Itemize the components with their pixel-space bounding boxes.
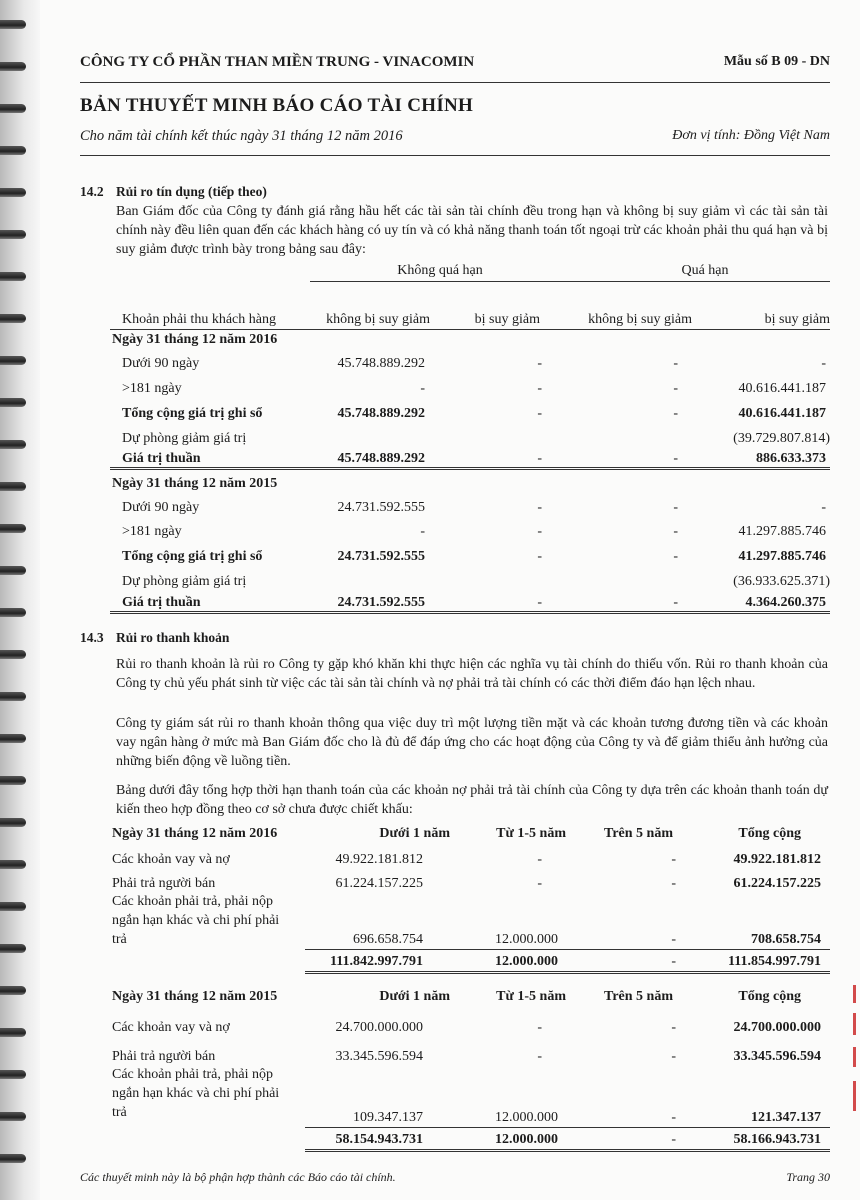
row-value: 12.000.000	[495, 932, 558, 947]
row-value: 24.700.000.000	[733, 1020, 821, 1035]
row-label: ngắn hạn khác và chi phí phải	[112, 913, 280, 928]
binding-ring	[0, 20, 26, 29]
row-value: 49.922.181.812	[335, 852, 423, 867]
footer-note: Các thuyết minh này là bộ phận hợp thành các Báo cáo tài chính.	[80, 1170, 396, 1184]
liquidity-paragraph-3: Bảng dưới đây tổng hợp thời hạn thanh toán của các khoản nợ phải trả tài chính của Công ty dựa trên các khoản thanh toán dự kiến theo hợp đồng theo cơ sở chưa được chiết khấu:	[116, 783, 828, 817]
column-header: Trên 5 năm	[604, 826, 673, 841]
company-name: CÔNG TY CỔ PHẦN THAN MIỀN TRUNG - VINACOMIN	[80, 54, 475, 70]
binding-ring	[0, 272, 26, 281]
form-number: Mẫu số B 09 - DN	[723, 54, 830, 69]
table-subheading: Ngày 31 tháng 12 năm 2015	[112, 989, 278, 1004]
binding-ring	[0, 902, 26, 911]
row-value: -	[671, 1049, 676, 1064]
liquidity-paragraph-1: Rủi ro thanh khoản là rủi ro Công ty gặp khó khăn khi thực hiện các nghĩa vụ tài chính do thiếu vốn. Rủi ro thanh khoản của Công ty chủ yếu phát sinh từ việc các tài sản tài chính và nợ phải trả tài chính có các thời điểm đáo hạn lệch nhau.	[116, 657, 828, 691]
row-label: >181 ngày	[122, 381, 182, 396]
row-value: -	[537, 406, 542, 421]
column-header: bị suy giảm	[764, 312, 830, 327]
binding-ring	[0, 818, 26, 827]
row-value: -	[537, 549, 542, 564]
total-value: 12.000.000	[495, 1132, 558, 1147]
row-value: 24.731.592.555	[337, 500, 425, 515]
table-subheading: Ngày 31 tháng 12 năm 2015	[112, 476, 278, 491]
row-value: -	[537, 1020, 542, 1035]
binding-ring	[0, 1070, 26, 1079]
row-value: -	[537, 524, 542, 539]
row-value: 41.297.885.746	[738, 524, 826, 539]
row-value: -	[673, 524, 678, 539]
row-value: 33.345.596.594	[335, 1049, 423, 1064]
row-value: (39.729.807.814)	[733, 431, 830, 446]
column-header: Dưới 1 năm	[379, 826, 450, 841]
column-header: Khoản phải thu khách hàng	[122, 312, 276, 327]
binding-ring	[0, 314, 26, 323]
row-label: >181 ngày	[122, 524, 182, 539]
row-value: 33.345.596.594	[733, 1049, 821, 1064]
total-value: 58.154.943.731	[335, 1132, 423, 1147]
row-value: -	[537, 356, 542, 371]
binding-ring	[0, 440, 26, 449]
row-label: Các khoản phải trả, phải nộp	[112, 1067, 273, 1082]
binding-ring	[0, 398, 26, 407]
binding-ring	[0, 230, 26, 239]
column-header: Tổng cộng	[738, 989, 801, 1004]
row-value: -	[537, 595, 542, 610]
row-value: 45.748.889.292	[337, 356, 425, 371]
binding-ring	[0, 650, 26, 659]
row-label: Các khoản phải trả, phải nộp	[112, 894, 273, 909]
row-value: (36.933.625.371)	[733, 574, 830, 589]
row-value: -	[537, 500, 542, 515]
binding-ring	[0, 146, 26, 155]
reporting-period: Cho năm tài chính kết thúc ngày 31 tháng 12 năm 2016	[80, 128, 403, 144]
row-value: 708.658.754	[751, 932, 821, 947]
row-value: 109.347.137	[353, 1110, 423, 1125]
table-subheading: Ngày 31 tháng 12 năm 2016	[112, 826, 278, 841]
row-value: 49.922.181.812	[733, 852, 821, 867]
row-value: -	[537, 381, 542, 396]
column-header: Từ 1-5 năm	[496, 989, 566, 1004]
row-value: -	[420, 381, 425, 396]
section-number: 14.3	[80, 630, 104, 645]
liquidity-paragraph-2: Công ty giám sát rủi ro thanh khoản thông qua việc duy trì một lượng tiền mặt và các khoản tương đương tiền và các khoản vay ngân hàng ở mức mà Ban Giám đốc cho là đủ để đáp ứng cho các hoạt động của Công ty và để giảm thiểu ảnh hưởng của những biến động về luồng tiền.	[116, 716, 828, 769]
column-header: Dưới 1 năm	[379, 989, 450, 1004]
row-label: trả	[112, 932, 127, 947]
binding-ring	[0, 860, 26, 869]
table-subheading: Ngày 31 tháng 12 năm 2016	[112, 332, 278, 347]
row-value: -	[673, 595, 678, 610]
total-value: 111.854.997.791	[728, 954, 821, 969]
row-label: Giá trị thuần	[122, 451, 201, 466]
row-value: 886.633.373	[756, 451, 826, 466]
row-value: 121.347.137	[751, 1110, 821, 1125]
row-value: -	[673, 549, 678, 564]
row-value: -	[537, 852, 542, 867]
row-value: -	[537, 451, 542, 466]
double-rule	[305, 1149, 830, 1152]
binding-ring	[0, 1154, 26, 1163]
column-header: Tổng cộng	[738, 826, 801, 841]
row-label: Tổng cộng giá trị ghi sổ	[122, 406, 263, 421]
binding-ring	[0, 1112, 26, 1121]
row-value: -	[671, 876, 676, 891]
credit-risk-paragraph: Ban Giám đốc của Công ty đánh giá rằng hầu hết các tài sản tài chính đều trong hạn và không bị suy giảm vì các tài sản tài chính này đều liên quan đến các khách hàng có uy tín và có khả năng thanh toán tốt ngoại trừ các khoản phải thu quá hạn và bị suy giảm được trình bày trong bảng sau đây:	[116, 204, 828, 257]
column-header: bị suy giảm	[474, 312, 540, 327]
binding-ring	[0, 62, 26, 71]
row-label: Dự phòng giảm giá trị	[122, 574, 247, 589]
binding-ring	[0, 104, 26, 113]
row-value: 40.616.441.187	[738, 406, 826, 421]
binding-ring	[0, 482, 26, 491]
binding-ring	[0, 566, 26, 575]
binding-ring	[0, 692, 26, 701]
row-value: 24.700.000.000	[335, 1020, 423, 1035]
total-value: -	[671, 1132, 676, 1147]
row-value: -	[537, 1049, 542, 1064]
subtotal-line	[305, 949, 830, 950]
red-stamp-edge	[852, 985, 858, 1145]
row-value: 45.748.889.292	[337, 406, 425, 421]
binding-ring	[0, 986, 26, 995]
document-page	[80, 0, 830, 1200]
row-label: trả	[112, 1105, 127, 1120]
subtotal-line	[305, 1127, 830, 1128]
row-value: -	[673, 356, 678, 371]
row-value: 41.297.885.746	[738, 549, 826, 564]
binding-ring	[0, 776, 26, 785]
double-rule	[305, 971, 830, 974]
total-value: 12.000.000	[495, 954, 558, 969]
row-value: 40.616.441.187	[738, 381, 826, 396]
document-title: BẢN THUYẾT MINH BÁO CÁO TÀI CHÍNH	[80, 95, 474, 116]
group-header-not-overdue: Không quá hạn	[397, 263, 483, 278]
total-value: 58.166.943.731	[733, 1132, 821, 1147]
group-header-line	[310, 281, 830, 282]
page-number: Trang 30	[786, 1170, 830, 1184]
row-value: 4.364.260.375	[745, 595, 826, 610]
section-number: 14.2	[80, 184, 104, 199]
column-header: Trên 5 năm	[604, 989, 673, 1004]
section-title: Rủi ro tín dụng (tiếp theo)	[116, 184, 267, 199]
row-label: Phải trả người bán	[112, 1049, 216, 1064]
binding-ring	[0, 524, 26, 533]
spiral-binding	[0, 0, 40, 1200]
double-rule	[110, 611, 830, 614]
row-value: 61.224.157.225	[335, 876, 423, 891]
row-value: 696.658.754	[353, 932, 423, 947]
column-header: không bị suy giảm	[588, 312, 692, 327]
currency-unit: Đơn vị tính: Đồng Việt Nam	[672, 128, 830, 143]
double-rule	[110, 467, 830, 470]
binding-ring	[0, 1028, 26, 1037]
row-value: -	[673, 451, 678, 466]
row-value: 24.731.592.555	[337, 549, 425, 564]
row-label: Dưới 90 ngày	[122, 500, 200, 515]
row-value: -	[537, 876, 542, 891]
header-divider-bottom	[80, 155, 830, 156]
section-title: Rủi ro thanh khoản	[116, 630, 230, 645]
row-value: -	[671, 1110, 676, 1125]
column-header: Từ 1-5 năm	[496, 826, 566, 841]
binding-ring	[0, 356, 26, 365]
table-header-line	[110, 329, 830, 330]
row-value: -	[673, 500, 678, 515]
row-label: ngắn hạn khác và chi phí phải	[112, 1086, 280, 1101]
binding-ring	[0, 734, 26, 743]
binding-ring	[0, 188, 26, 197]
row-value: -	[671, 932, 676, 947]
column-header: không bị suy giảm	[326, 312, 430, 327]
row-value: -	[420, 524, 425, 539]
row-value: -	[671, 1020, 676, 1035]
row-value: -	[821, 356, 826, 371]
header-divider	[80, 82, 830, 83]
row-label: Giá trị thuần	[122, 595, 201, 610]
row-label: Dự phòng giảm giá trị	[122, 431, 247, 446]
row-value: 61.224.157.225	[733, 876, 821, 891]
row-value: 24.731.592.555	[337, 595, 425, 610]
row-label: Dưới 90 ngày	[122, 356, 200, 371]
binding-ring	[0, 944, 26, 953]
row-value: -	[673, 406, 678, 421]
row-label: Tổng cộng giá trị ghi sổ	[122, 549, 263, 564]
row-value: -	[673, 381, 678, 396]
row-label: Phải trả người bán	[112, 876, 216, 891]
row-label: Các khoản vay và nợ	[112, 1020, 230, 1035]
binding-ring	[0, 608, 26, 617]
row-value: 12.000.000	[495, 1110, 558, 1125]
group-header-overdue: Quá hạn	[681, 263, 729, 278]
row-value: -	[821, 500, 826, 515]
row-value: -	[671, 852, 676, 867]
row-label: Các khoản vay và nợ	[112, 852, 230, 867]
row-value: 45.748.889.292	[337, 451, 425, 466]
total-value: 111.842.997.791	[330, 954, 423, 969]
total-value: -	[671, 954, 676, 969]
